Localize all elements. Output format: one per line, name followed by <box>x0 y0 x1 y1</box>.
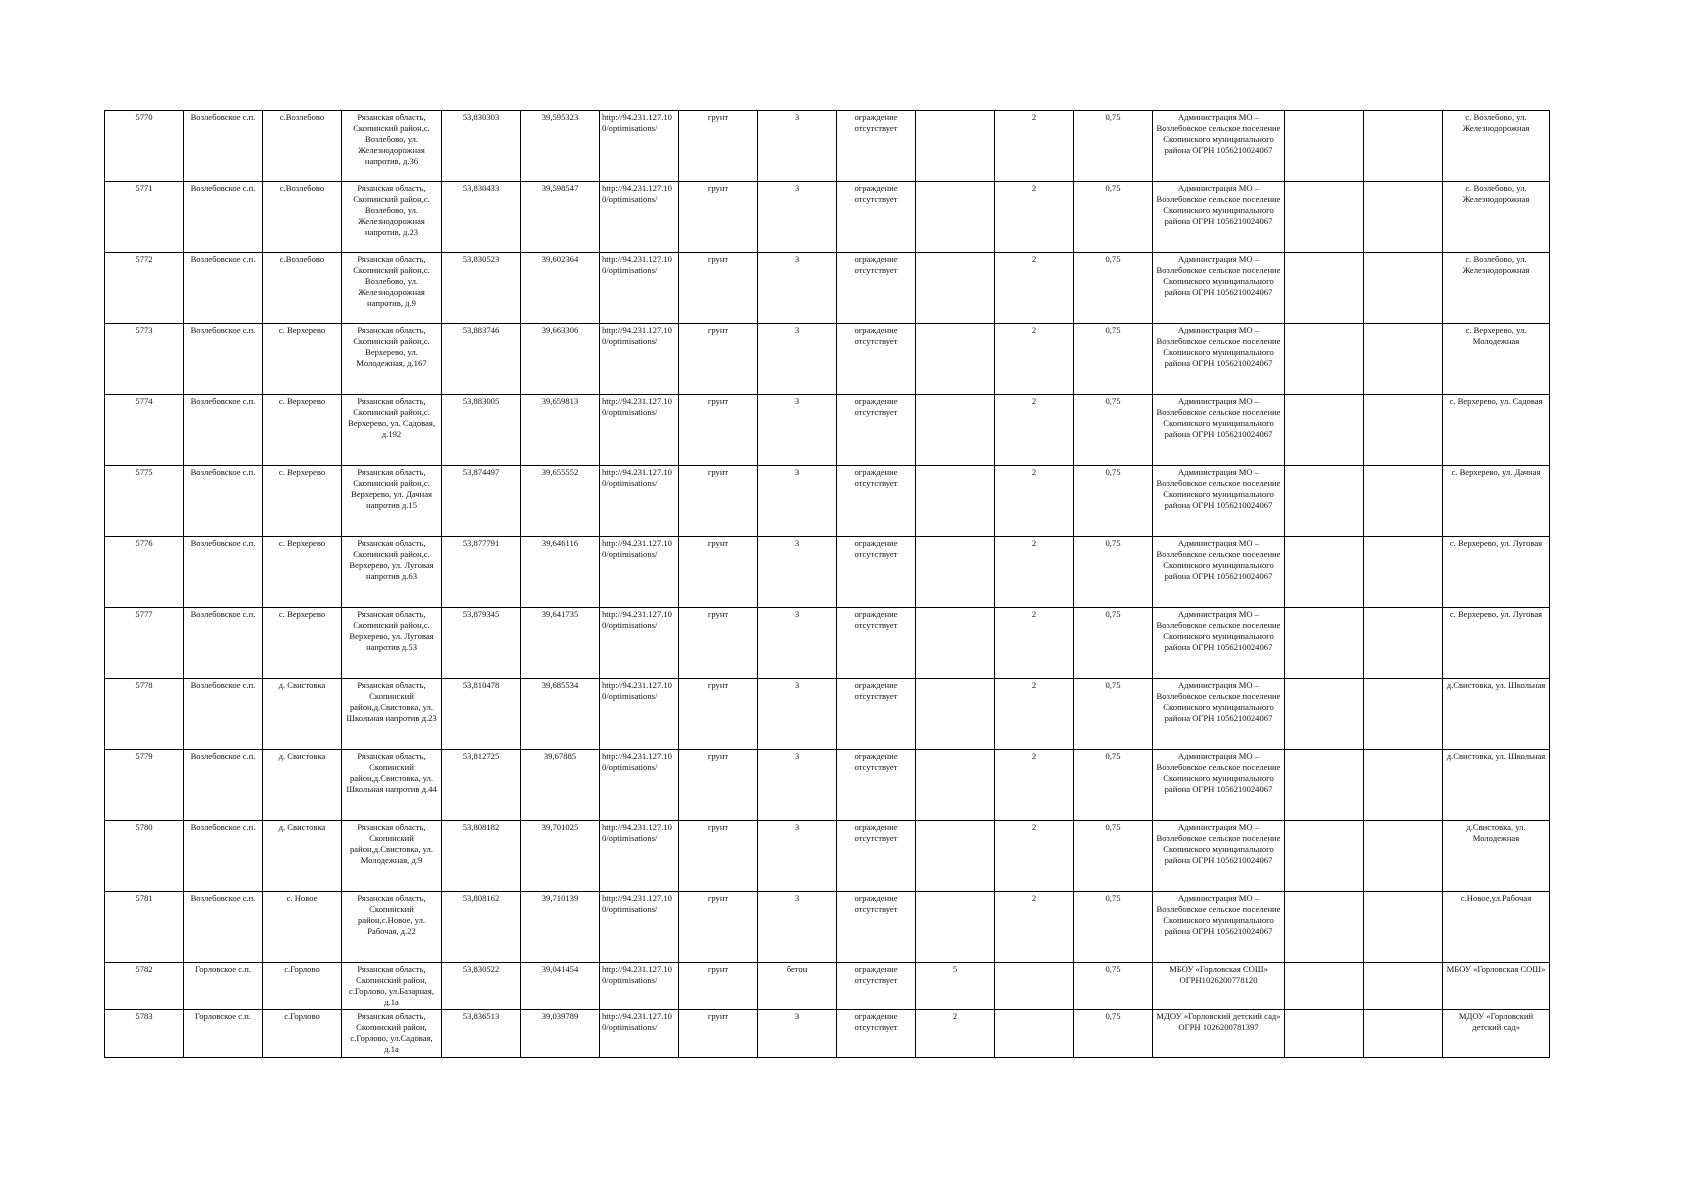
cell-volume: 0,75 <box>1074 182 1153 253</box>
cell-longitude: 39,595323 <box>521 111 600 182</box>
cell-map-link[interactable]: http://94.231.127.10 0/optimisations/ <box>600 111 679 182</box>
cell-longitude: 39,598547 <box>521 182 600 253</box>
cell-volume: 0,75 <box>1074 821 1153 892</box>
cell-owner: Администрация МО – Возлебовское сельское поселение Скопинского муниципального района ОГРН 1056210024067 <box>1153 253 1285 324</box>
cell-empty-b <box>1364 892 1443 963</box>
cell-settlement: Возлебовское с.п. <box>184 395 263 466</box>
cell-extra-count <box>916 324 995 395</box>
cell-fence-status: ограждение отсутствует <box>837 182 916 253</box>
table-row <box>105 537 1550 608</box>
cell-address: Рязанская область, Скопинский район,с. Возлебово, ул. Железнодорожная напротив, д.9 <box>342 253 442 324</box>
cell-surface: грунт <box>679 892 758 963</box>
cell-owner: Администрация МО – Возлебовское сельское поселение Скопинского муниципального района ОГРН 1056210024067 <box>1153 324 1285 395</box>
cell-container-count: 3 <box>758 821 837 892</box>
cell-locality: с.Возлебово <box>263 253 342 324</box>
cell-fence-status: ограждение отсутствует <box>837 892 916 963</box>
cell-owner: Администрация МО – Возлебовское сельское поселение Скопинского муниципального района ОГРН 1056210024067 <box>1153 679 1285 750</box>
cell-map-link[interactable]: http://94.231.127.10 0/optimisations/ <box>600 963 679 1010</box>
cell-volume: 0,75 <box>1074 750 1153 821</box>
cell-count: 2 <box>995 324 1074 395</box>
cell-count: 2 <box>995 111 1074 182</box>
cell-row-number: 5781 <box>105 892 184 963</box>
cell-map-link[interactable]: http://94.231.127.10 0/optimisations/ <box>600 1010 679 1058</box>
cell-locality: с.Горлово <box>263 1010 342 1058</box>
cell-address: Рязанская область, Скопинский район,с. Верхерево, ул. Луговая напротив д.63 <box>342 537 442 608</box>
table-row <box>105 821 1550 892</box>
table-row <box>105 892 1550 963</box>
cell-row-number: 5779 <box>105 750 184 821</box>
cell-volume: 0,75 <box>1074 1010 1153 1058</box>
cell-count: 2 <box>995 537 1074 608</box>
cell-extra-count <box>916 892 995 963</box>
cell-volume: 0,75 <box>1074 608 1153 679</box>
cell-owner: Администрация МО – Возлебовское сельское поселение Скопинского муниципального района ОГРН 1056210024067 <box>1153 750 1285 821</box>
cell-owner: Администрация МО – Возлебовское сельское поселение Скопинского муниципального района ОГРН 1056210024067 <box>1153 466 1285 537</box>
cell-volume: 0,75 <box>1074 537 1153 608</box>
cell-container-count: 3 <box>758 395 837 466</box>
cell-surface: грунт <box>679 182 758 253</box>
cell-empty-a <box>1285 182 1364 253</box>
cell-container-count: 3 <box>758 253 837 324</box>
cell-empty-a <box>1285 892 1364 963</box>
cell-map-link[interactable]: http://94.231.127.10 0/optimisations/ <box>600 182 679 253</box>
cell-empty-a <box>1285 324 1364 395</box>
cell-extra-count <box>916 466 995 537</box>
cell-owner: Администрация МО – Возлебовское сельское поселение Скопинского муниципального района ОГРН 1056210024067 <box>1153 608 1285 679</box>
cell-fence-status: ограждение отсутствует <box>837 111 916 182</box>
cell-locality: с. Верхерево <box>263 395 342 466</box>
cell-count: 2 <box>995 466 1074 537</box>
table-row <box>105 324 1550 395</box>
cell-empty-a <box>1285 750 1364 821</box>
cell-locality: д. Свистовка <box>263 750 342 821</box>
cell-volume: 0,75 <box>1074 324 1153 395</box>
cell-locality: с. Верхерево <box>263 324 342 395</box>
cell-surface: грунт <box>679 324 758 395</box>
table-row <box>105 253 1550 324</box>
cell-settlement: Возлебовское с.п. <box>184 608 263 679</box>
cell-count: 2 <box>995 821 1074 892</box>
cell-longitude: 39,663306 <box>521 324 600 395</box>
cell-surface: грунт <box>679 253 758 324</box>
cell-extra-count <box>916 253 995 324</box>
cell-row-number: 5773 <box>105 324 184 395</box>
cell-latitude: 53,836513 <box>442 1010 521 1058</box>
table-row <box>105 395 1550 466</box>
cell-longitude: 39,67885 <box>521 750 600 821</box>
cell-map-link[interactable]: http://94.231.127.10 0/optimisations/ <box>600 253 679 324</box>
cell-fence-status: ограждение отсутствует <box>837 537 916 608</box>
cell-latitude: 53,874497 <box>442 466 521 537</box>
cell-latitude: 53,812725 <box>442 750 521 821</box>
cell-settlement: Возлебовское с.п. <box>184 892 263 963</box>
cell-empty-b <box>1364 1010 1443 1058</box>
cell-container-count: 3 <box>758 466 837 537</box>
cell-settlement: Горловское с.п. <box>184 1010 263 1058</box>
cell-empty-b <box>1364 750 1443 821</box>
cell-locality: с.Горлово <box>263 963 342 1010</box>
cell-map-link[interactable]: http://94.231.127.10 0/optimisations/ <box>600 395 679 466</box>
table-row <box>105 182 1550 253</box>
cell-volume: 0,75 <box>1074 892 1153 963</box>
cell-served-area: с. Верхерево, ул. Луговая <box>1443 537 1550 608</box>
cell-owner: Администрация МО – Возлебовское сельское поселение Скопинского муниципального района ОГРН 1056210024067 <box>1153 537 1285 608</box>
cell-longitude: 39,685534 <box>521 679 600 750</box>
cell-map-link[interactable]: http://94.231.127.10 0/optimisations/ <box>600 892 679 963</box>
cell-empty-a <box>1285 608 1364 679</box>
cell-latitude: 53,883005 <box>442 395 521 466</box>
cell-map-link[interactable]: http://94.231.127.10 0/optimisations/ <box>600 679 679 750</box>
cell-address: Рязанская область, Скопинский район,д.Свистовка, ул. Школьная напротив д.44 <box>342 750 442 821</box>
cell-owner: Администрация МО – Возлебовское сельское поселение Скопинского муниципального района ОГРН 1056210024067 <box>1153 821 1285 892</box>
cell-longitude: 39,701025 <box>521 821 600 892</box>
cell-locality: с. Новое <box>263 892 342 963</box>
cell-empty-b <box>1364 679 1443 750</box>
cell-address: Рязанская область, Скопинский район,с. Верхерево, ул. Молодежная, д.167 <box>342 324 442 395</box>
cell-latitude: 53,877791 <box>442 537 521 608</box>
cell-latitude: 53,830522 <box>442 963 521 1010</box>
cell-longitude: 39,602364 <box>521 253 600 324</box>
cell-count <box>995 963 1074 1010</box>
cell-map-link[interactable]: http://94.231.127.10 0/optimisations/ <box>600 324 679 395</box>
cell-longitude: 39,659813 <box>521 395 600 466</box>
cell-owner: МБОУ «Горловская СОШ» ОГРН1026200778120 <box>1153 963 1285 1010</box>
cell-empty-b <box>1364 537 1443 608</box>
cell-address: Рязанская область, Скопинский район,с. Возлебово, ул. Железнодорожная напротив, д.23 <box>342 182 442 253</box>
cell-owner: Администрация МО – Возлебовское сельское поселение Скопинского муниципального района ОГРН 1056210024067 <box>1153 892 1285 963</box>
cell-row-number: 5772 <box>105 253 184 324</box>
cell-container-count: бетон <box>758 963 837 1010</box>
cell-served-area: МДОУ «Горловский детский сад» <box>1443 1010 1550 1058</box>
cell-surface: грунт <box>679 608 758 679</box>
cell-count <box>995 1010 1074 1058</box>
cell-map-link[interactable]: http://94.231.127.10 0/optimisations/ <box>600 466 679 537</box>
cell-latitude: 53,830303 <box>442 111 521 182</box>
cell-fence-status: ограждение отсутствует <box>837 679 916 750</box>
cell-empty-b <box>1364 963 1443 1010</box>
cell-container-count: 3 <box>758 182 837 253</box>
cell-row-number: 5780 <box>105 821 184 892</box>
cell-fence-status: ограждение отсутствует <box>837 395 916 466</box>
cell-locality: с. Верхерево <box>263 608 342 679</box>
cell-owner: Администрация МО – Возлебовское сельское поселение Скопинского муниципального района ОГРН 1056210024067 <box>1153 182 1285 253</box>
cell-container-count: 3 <box>758 608 837 679</box>
cell-locality: д. Свистовка <box>263 679 342 750</box>
cell-latitude: 53,808162 <box>442 892 521 963</box>
cell-map-link[interactable]: http://94.231.127.10 0/optimisations/ <box>600 750 679 821</box>
cell-surface: грунт <box>679 395 758 466</box>
cell-address: Рязанская область, Скопинский район,д.Свистовка, ул. Молодежная, д.9 <box>342 821 442 892</box>
table-row <box>105 1010 1550 1058</box>
cell-fence-status: ограждение отсутствует <box>837 253 916 324</box>
cell-fence-status: ограждение отсутствует <box>837 608 916 679</box>
cell-extra-count <box>916 111 995 182</box>
cell-container-count: 3 <box>758 324 837 395</box>
table-row <box>105 750 1550 821</box>
cell-locality: с.Возлебово <box>263 182 342 253</box>
cell-address: Рязанская область, Скопинский район,д.Свистовка, ул. Школьная напротив д.23 <box>342 679 442 750</box>
cell-count: 2 <box>995 679 1074 750</box>
cell-extra-count <box>916 821 995 892</box>
cell-volume: 0,75 <box>1074 111 1153 182</box>
cell-surface: грунт <box>679 466 758 537</box>
cell-extra-count <box>916 182 995 253</box>
cell-served-area: с. Возлебово, ул. Железнодорожная <box>1443 253 1550 324</box>
cell-row-number: 5774 <box>105 395 184 466</box>
cell-locality: д. Свистовка <box>263 821 342 892</box>
cell-served-area: с. Верхерево, ул. Луговая <box>1443 608 1550 679</box>
cell-served-area: МБОУ «Горловская СОШ» <box>1443 963 1550 1010</box>
cell-empty-a <box>1285 1010 1364 1058</box>
cell-fence-status: ограждение отсутствует <box>837 324 916 395</box>
cell-empty-b <box>1364 253 1443 324</box>
cell-settlement: Возлебовское с.п. <box>184 324 263 395</box>
cell-locality: с. Верхерево <box>263 466 342 537</box>
cell-count: 2 <box>995 395 1074 466</box>
cell-extra-count <box>916 395 995 466</box>
cell-map-link[interactable]: http://94.231.127.10 0/optimisations/ <box>600 537 679 608</box>
cell-volume: 0,75 <box>1074 253 1153 324</box>
cell-empty-b <box>1364 111 1443 182</box>
cell-longitude: 39,655552 <box>521 466 600 537</box>
cell-locality: с. Верхерево <box>263 537 342 608</box>
table-row <box>105 466 1550 537</box>
cell-served-area: с. Возлебово, ул. Железнодорожная <box>1443 111 1550 182</box>
cell-surface: грунт <box>679 821 758 892</box>
cell-fence-status: ограждение отсутствует <box>837 466 916 537</box>
table-row <box>105 111 1550 182</box>
cell-row-number: 5770 <box>105 111 184 182</box>
cell-container-count: 3 <box>758 679 837 750</box>
cell-empty-a <box>1285 395 1364 466</box>
cell-fence-status: ограждение отсутствует <box>837 963 916 1010</box>
cell-empty-a <box>1285 111 1364 182</box>
cell-count: 2 <box>995 253 1074 324</box>
cell-empty-b <box>1364 395 1443 466</box>
cell-served-area: с. Верхерево, ул. Молодежная <box>1443 324 1550 395</box>
cell-settlement: Возлебовское с.п. <box>184 253 263 324</box>
cell-volume: 0,75 <box>1074 466 1153 537</box>
cell-container-count: 3 <box>758 892 837 963</box>
cell-longitude: 39,041454 <box>521 963 600 1010</box>
registry-table <box>104 110 1550 1058</box>
cell-row-number: 5775 <box>105 466 184 537</box>
cell-settlement: Возлебовское с.п. <box>184 750 263 821</box>
cell-settlement: Возлебовское с.п. <box>184 182 263 253</box>
cell-volume: 0,75 <box>1074 395 1153 466</box>
cell-served-area: с. Верхерево, ул. Дачная <box>1443 466 1550 537</box>
cell-owner: Администрация МО – Возлебовское сельское поселение Скопинского муниципального района ОГРН 1056210024067 <box>1153 111 1285 182</box>
cell-fence-status: ограждение отсутствует <box>837 750 916 821</box>
cell-served-area: с. Верхерево, ул. Садовая <box>1443 395 1550 466</box>
cell-extra-count <box>916 679 995 750</box>
cell-served-area: д.Свистовка, ул. Школьная <box>1443 679 1550 750</box>
cell-settlement: Горловское с.п. <box>184 963 263 1010</box>
cell-extra-count: 5 <box>916 963 995 1010</box>
cell-address: Рязанская область, Скопинский район,с. Верхерево, ул. Садовая, д.192 <box>342 395 442 466</box>
cell-map-link[interactable]: http://94.231.127.10 0/optimisations/ <box>600 821 679 892</box>
cell-row-number: 5776 <box>105 537 184 608</box>
cell-address: Рязанская область, Скопинский район,с. Верхерево, ул. Луговая напротив д.53 <box>342 608 442 679</box>
cell-settlement: Возлебовское с.п. <box>184 679 263 750</box>
cell-longitude: 39,646116 <box>521 537 600 608</box>
cell-surface: грунт <box>679 111 758 182</box>
cell-empty-b <box>1364 608 1443 679</box>
cell-row-number: 5777 <box>105 608 184 679</box>
cell-served-area: с. Возлебово, ул. Железнодорожная <box>1443 182 1550 253</box>
cell-empty-b <box>1364 821 1443 892</box>
cell-row-number: 5782 <box>105 963 184 1010</box>
cell-volume: 0,75 <box>1074 679 1153 750</box>
cell-surface: грунт <box>679 963 758 1010</box>
table-row <box>105 608 1550 679</box>
cell-latitude: 53,879345 <box>442 608 521 679</box>
cell-container-count: 3 <box>758 1010 837 1058</box>
cell-settlement: Возлебовское с.п. <box>184 111 263 182</box>
cell-surface: грунт <box>679 679 758 750</box>
cell-empty-a <box>1285 679 1364 750</box>
cell-locality: с.Возлебово <box>263 111 342 182</box>
cell-served-area: д.Свистовка, ул. Молодежная <box>1443 821 1550 892</box>
cell-fence-status: ограждение отсутствует <box>837 1010 916 1058</box>
cell-count: 2 <box>995 750 1074 821</box>
cell-address: Рязанская область, Скопинский район,с.Новое, ул. Рабочая, д.22 <box>342 892 442 963</box>
cell-row-number: 5771 <box>105 182 184 253</box>
cell-count: 2 <box>995 182 1074 253</box>
cell-empty-b <box>1364 182 1443 253</box>
cell-empty-a <box>1285 253 1364 324</box>
cell-address: Рязанская область, Скопинский район, с.Горлово, ул.Базарная, д.1а <box>342 963 442 1010</box>
cell-extra-count <box>916 537 995 608</box>
cell-latitude: 53,830523 <box>442 253 521 324</box>
cell-extra-count <box>916 750 995 821</box>
cell-volume: 0,75 <box>1074 963 1153 1010</box>
cell-empty-a <box>1285 821 1364 892</box>
cell-served-area: д.Свистовка, ул. Школьная <box>1443 750 1550 821</box>
cell-settlement: Возлебовское с.п. <box>184 821 263 892</box>
cell-owner: Администрация МО – Возлебовское сельское поселение Скопинского муниципального района ОГРН 1056210024067 <box>1153 395 1285 466</box>
cell-count: 2 <box>995 892 1074 963</box>
cell-extra-count <box>916 608 995 679</box>
cell-fence-status: ограждение отсутствует <box>837 821 916 892</box>
cell-container-count: 3 <box>758 537 837 608</box>
cell-longitude: 39,710139 <box>521 892 600 963</box>
cell-latitude: 53,808182 <box>442 821 521 892</box>
cell-empty-a <box>1285 963 1364 1010</box>
cell-address: Рязанская область, Скопинский район, с.Горлово, ул.Садовая, д.1а <box>342 1010 442 1058</box>
cell-latitude: 53,810478 <box>442 679 521 750</box>
cell-longitude: 39,641735 <box>521 608 600 679</box>
cell-settlement: Возлебовское с.п. <box>184 537 263 608</box>
cell-empty-b <box>1364 466 1443 537</box>
cell-surface: грунт <box>679 750 758 821</box>
cell-empty-b <box>1364 324 1443 395</box>
cell-settlement: Возлебовское с.п. <box>184 466 263 537</box>
table-row <box>105 963 1550 1010</box>
cell-latitude: 53,830433 <box>442 182 521 253</box>
cell-row-number: 5783 <box>105 1010 184 1058</box>
cell-extra-count: 2 <box>916 1010 995 1058</box>
cell-row-number: 5778 <box>105 679 184 750</box>
cell-empty-a <box>1285 466 1364 537</box>
cell-surface: грунт <box>679 1010 758 1058</box>
cell-owner: МДОУ «Горловский детский сад» ОГРН 1026200781397 <box>1153 1010 1285 1058</box>
cell-served-area: с.Новое,ул.Рабочая <box>1443 892 1550 963</box>
cell-address: Рязанская область, Скопинский район,с. Верхерево, ул. Дачная напротив д.15 <box>342 466 442 537</box>
cell-count: 2 <box>995 608 1074 679</box>
cell-container-count: 3 <box>758 111 837 182</box>
cell-map-link[interactable]: http://94.231.127.10 0/optimisations/ <box>600 608 679 679</box>
table-row <box>105 679 1550 750</box>
cell-surface: грунт <box>679 537 758 608</box>
cell-latitude: 53,883746 <box>442 324 521 395</box>
cell-longitude: 39,039789 <box>521 1010 600 1058</box>
cell-empty-a <box>1285 537 1364 608</box>
cell-container-count: 3 <box>758 750 837 821</box>
cell-address: Рязанская область, Скопинский район,с. Возлебово, ул. Железнодорожная напротив, д.36 <box>342 111 442 182</box>
